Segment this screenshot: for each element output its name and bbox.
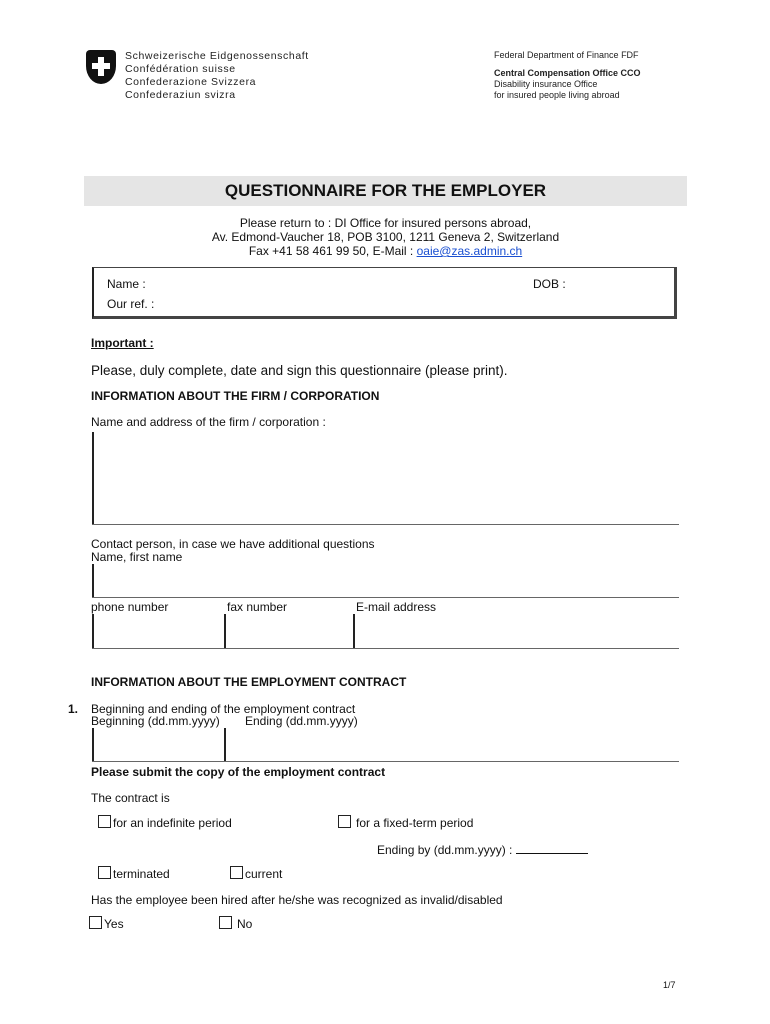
question-number: 1. xyxy=(68,702,79,716)
contact-name-label: Name, first name xyxy=(91,550,183,564)
fixed-term-label: for a fixed-term period xyxy=(356,816,474,830)
return-line: Av. Edmond-Vaucher 18, POB 3100, 1211 Geneva 2, Switzerland xyxy=(211,230,560,244)
agency-line: Confederaziun svizra xyxy=(125,89,236,101)
fixed-term-checkbox[interactable] xyxy=(338,815,351,828)
department-block xyxy=(494,50,641,101)
contact-person-label: Contact person, in case we have additional questions xyxy=(91,537,375,551)
email-link[interactable]: oaie@zas.admin.ch xyxy=(416,244,523,258)
no-checkbox[interactable] xyxy=(219,916,232,929)
contact-name-underline xyxy=(92,597,679,598)
ending-label: Ending (dd.mm.yyyy) xyxy=(245,714,358,728)
fax-text: Fax +41 58 461 99 50, E-Mail : xyxy=(248,244,417,258)
dob-label: DOB : xyxy=(533,277,566,291)
email-field[interactable] xyxy=(353,614,355,649)
ending-by-field[interactable] xyxy=(516,842,588,854)
agency-line: Schweizerische Eidgenossenschaft xyxy=(125,50,309,62)
ending-by-row xyxy=(377,842,588,857)
dates-underline xyxy=(92,761,679,762)
return-line: Please return to : DI Office for insured persons abroad, xyxy=(239,216,532,230)
terminated-checkbox[interactable] xyxy=(98,866,111,879)
agency-line: Confederazione Svizzera xyxy=(125,76,257,88)
email-label: E-mail address xyxy=(356,600,437,614)
hired-question: Has the employee been hired after he/she was recognized as invalid/disabled xyxy=(91,893,503,907)
submit-contract-note: Please submit the copy of the employment contract xyxy=(91,765,386,779)
firm-address-field[interactable] xyxy=(92,432,94,525)
reference-label: Our ref. : xyxy=(107,297,155,311)
contact-name-field[interactable] xyxy=(92,564,94,598)
ending-by-label: Ending by (dd.mm.yyyy) : xyxy=(377,843,513,857)
beginning-date-field[interactable] xyxy=(92,728,94,762)
page-number: 1/7 xyxy=(663,980,676,990)
office-name: Central Compensation Office CCO xyxy=(494,68,641,78)
important-text: Please, duly complete, date and sign this questionnaire (please print). xyxy=(91,363,508,378)
indefinite-checkbox[interactable] xyxy=(98,815,111,828)
firm-address-underline xyxy=(92,524,679,525)
return-line xyxy=(84,244,687,258)
yes-checkbox[interactable] xyxy=(89,916,102,929)
ending-date-field[interactable] xyxy=(224,728,226,762)
important-heading: Important : xyxy=(91,336,154,350)
return-address xyxy=(84,216,687,258)
office-subtitle: for insured people living abroad xyxy=(494,90,620,100)
page-title: QUESTIONNAIRE FOR THE EMPLOYER xyxy=(84,176,687,206)
agency-line: Confédération suisse xyxy=(125,63,236,75)
beginning-label: Beginning (dd.mm.yyyy) xyxy=(91,714,220,728)
office-subtitle: Disability insurance Office xyxy=(494,79,598,89)
current-checkbox[interactable] xyxy=(230,866,243,879)
name-label: Name : xyxy=(107,277,146,291)
indefinite-label: for an indefinite period xyxy=(113,816,232,830)
contact-details-underline xyxy=(92,648,679,649)
terminated-label: terminated xyxy=(113,867,170,881)
agency-name-block xyxy=(125,50,309,102)
current-label: current xyxy=(245,867,283,881)
question-1-text: Beginning and ending of the employment contract xyxy=(91,702,356,716)
fax-field[interactable] xyxy=(224,614,226,649)
yes-label: Yes xyxy=(104,917,124,931)
phone-label: phone number xyxy=(91,600,169,614)
firm-section-heading: INFORMATION ABOUT THE FIRM / CORPORATION xyxy=(91,389,380,403)
contract-is-label: The contract is xyxy=(91,791,170,805)
no-label: No xyxy=(237,917,253,931)
department-name: Federal Department of Finance FDF xyxy=(494,50,639,60)
person-info-box xyxy=(92,267,677,319)
swiss-cross-logo xyxy=(86,50,116,84)
contract-section-heading: INFORMATION ABOUT THE EMPLOYMENT CONTRACT xyxy=(91,675,407,689)
firm-address-label: Name and address of the firm / corporation : xyxy=(91,415,326,429)
fax-label: fax number xyxy=(227,600,288,614)
phone-field[interactable] xyxy=(92,614,94,649)
